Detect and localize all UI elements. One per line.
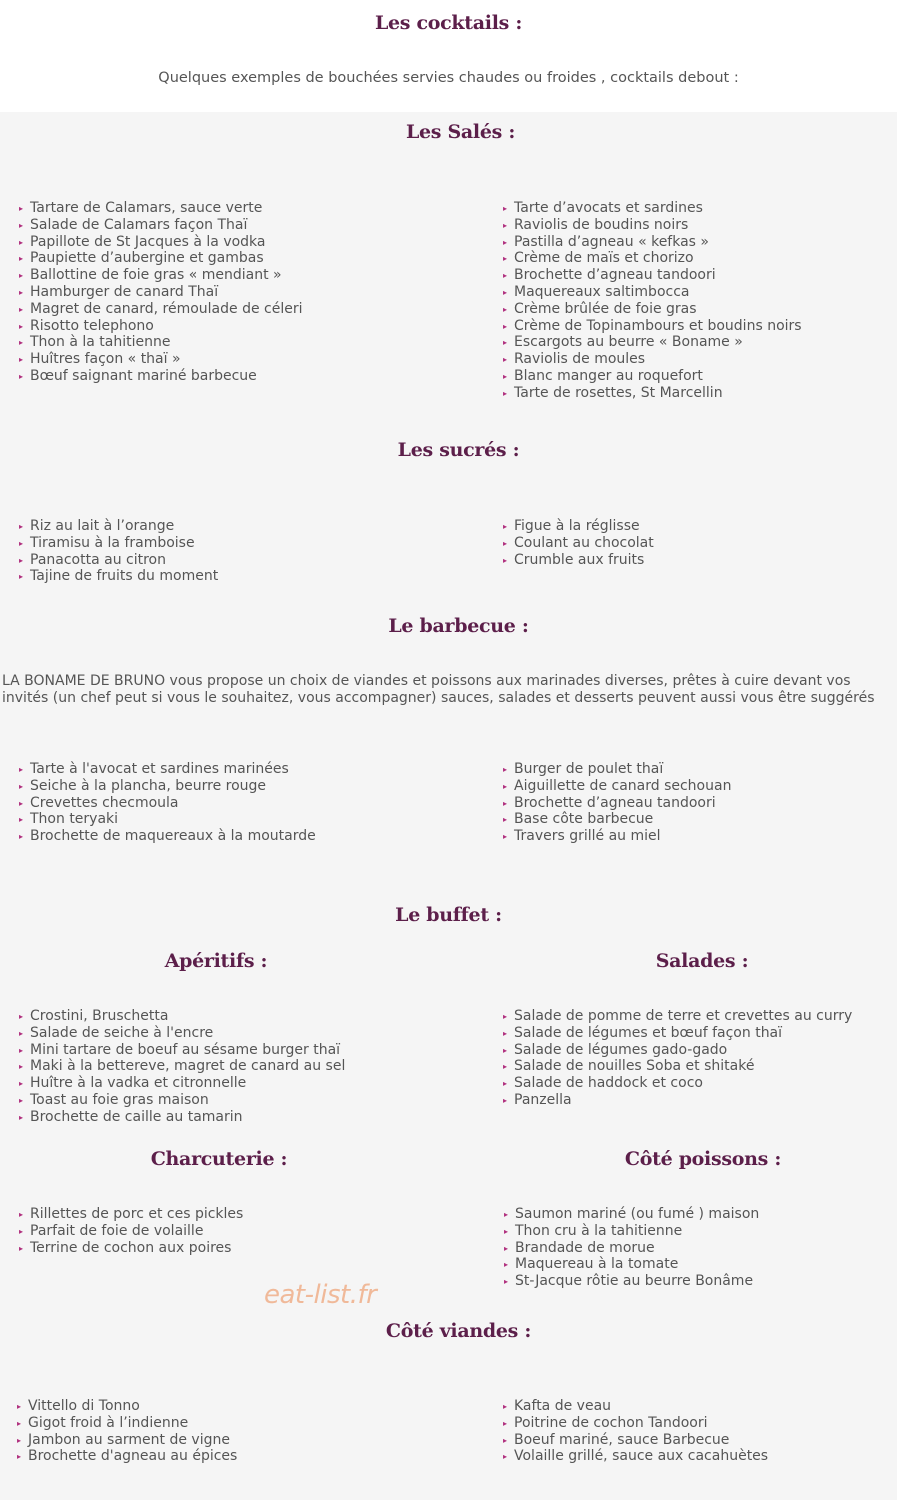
barbecue-right-list [503, 761, 731, 845]
list-item: ▸ Crème brûlée de foie gras [503, 301, 802, 318]
list-item: ▸ Crème de maïs et chorizo [503, 250, 802, 267]
list-item: ▸ Base côte barbecue [503, 811, 731, 828]
list-item: ▸ Salade de Calamars façon Thaï [19, 217, 303, 234]
list-item: ▸ Aiguillette de canard sechouan [503, 778, 731, 795]
viandes-right-list [503, 1398, 768, 1465]
list-item: ▸ Volaille grillé, sauce aux cacahuètes [503, 1448, 768, 1465]
list-item: ▸ Crumble aux fruits [503, 552, 654, 569]
charcuterie-heading: Charcuterie : [150, 1148, 288, 1170]
list-item: ▸ Raviolis de boudins noirs [503, 217, 802, 234]
list-item: ▸ Boeuf mariné, sauce Barbecue [503, 1432, 768, 1449]
list-item: ▸ Tarte à l'avocat et sardines marinées [19, 761, 316, 778]
charcuterie-list [19, 1206, 243, 1256]
list-item: ▸ Figue à la réglisse [503, 518, 654, 535]
sucres-heading: Les sucrés : [397, 439, 520, 461]
list-item: ▸ Brochette d’agneau tandoori [503, 267, 802, 284]
poissons-list [504, 1206, 759, 1290]
sucres-right-list [503, 518, 654, 568]
list-item: ▸ Tajine de fruits du moment [19, 568, 218, 585]
list-item: ▸ Brochette de maquereaux à la moutarde [19, 828, 316, 845]
viandes-heading: Côté viandes : [385, 1320, 532, 1342]
list-item: ▸ Tarte de rosettes, St Marcellin [503, 385, 802, 402]
barbecue-left-list [19, 761, 316, 845]
salades-heading: Salades : [655, 950, 749, 972]
list-item: ▸ Saumon mariné (ou fumé ) maison [504, 1206, 759, 1223]
list-item: ▸ Huîtres façon « thaï » [19, 351, 303, 368]
sucres-left-list [19, 518, 218, 585]
list-item: ▸ Thon à la tahitienne [19, 334, 303, 351]
aperitifs-list [19, 1008, 345, 1126]
list-item: ▸ Travers grillé au miel [503, 828, 731, 845]
list-item: ▸ Crème de Topinambours et boudins noirs [503, 318, 802, 335]
list-item: ▸ Salade de nouilles Soba et shitaké [503, 1058, 852, 1075]
list-item: ▸ Toast au foie gras maison [19, 1092, 345, 1109]
barbecue-description: LA BONAME DE BRUNO vous propose un choix de viandes et poissons aux marinades diverses, prêtes à cuire devant vos invités (un chef peut si vous le souhaitez, vous accompagner) sauces, salades et desserts peuvent aussi vous être suggérés [2, 673, 875, 706]
barbecue-heading: Le barbecue : [388, 615, 529, 637]
list-item: ▸ Salade de légumes et bœuf façon thaï [503, 1025, 852, 1042]
list-item: ▸ Rillettes de porc et ces pickles [19, 1206, 243, 1223]
list-item: ▸ Tiramisu à la framboise [19, 535, 218, 552]
watermark: eat-list.fr [264, 1280, 377, 1310]
sales-left-list [19, 200, 303, 385]
salades-list [503, 1008, 852, 1109]
list-item: ▸ Bœuf saignant mariné barbecue [19, 368, 303, 385]
buffet-heading: Le buffet : [395, 904, 502, 926]
list-item: ▸ Panacotta au citron [19, 552, 218, 569]
list-item: ▸ Ballottine de foie gras « mendiant » [19, 267, 303, 284]
sales-right-list [503, 200, 802, 402]
list-item: ▸ Salade de légumes gado-gado [503, 1042, 852, 1059]
list-item: ▸ Terrine de cochon aux poires [19, 1240, 243, 1257]
list-item: ▸ Crostini, Bruschetta [19, 1008, 345, 1025]
list-item: ▸ Riz au lait à l’orange [19, 518, 218, 535]
list-item: ▸ Tartare de Calamars, sauce verte [19, 200, 303, 217]
list-item: ▸ Coulant au chocolat [503, 535, 654, 552]
list-item: ▸ Vittello di Tonno [17, 1398, 237, 1415]
list-item: ▸ Maquereau à la tomate [504, 1256, 759, 1273]
list-item: ▸ Salade de haddock et coco [503, 1075, 852, 1092]
list-item: ▸ Salade de seiche à l'encre [19, 1025, 345, 1042]
list-item: ▸ Jambon au sarment de vigne [17, 1432, 237, 1449]
list-item: ▸ Poitrine de cochon Tandoori [503, 1415, 768, 1432]
list-item: ▸ Brandade de morue [504, 1240, 759, 1257]
list-item: ▸ Thon teryaki [19, 811, 316, 828]
list-item: ▸ Blanc manger au roquefort [503, 368, 802, 385]
poissons-heading: Côté poissons : [624, 1148, 782, 1170]
cocktails-heading: Les cocktails : [374, 12, 523, 34]
list-item: ▸ Escargots au beurre « Boname » [503, 334, 802, 351]
list-item: ▸ Panzella [503, 1092, 852, 1109]
aperitifs-heading: Apéritifs : [164, 950, 268, 972]
cocktails-intro: Quelques exemples de bouchées servies chaudes ou froides , cocktails debout : [158, 70, 739, 86]
list-item: ▸ Crevettes checmoula [19, 795, 316, 812]
viandes-left-list [17, 1398, 237, 1465]
list-item: ▸ Gigot froid à l’indienne [17, 1415, 237, 1432]
list-item: ▸ Salade de pomme de terre et crevettes au curry [503, 1008, 852, 1025]
list-item: ▸ Papillote de St Jacques à la vodka [19, 234, 303, 251]
list-item: ▸ Risotto telephono [19, 318, 303, 335]
list-item: ▸ Seiche à la plancha, beurre rouge [19, 778, 316, 795]
list-item: ▸ Hamburger de canard Thaï [19, 284, 303, 301]
list-item: ▸ Burger de poulet thaï [503, 761, 731, 778]
sales-heading: Les Salés : [405, 121, 516, 143]
list-item: ▸ Magret de canard, rémoulade de céleri [19, 301, 303, 318]
list-item: ▸ Tarte d’avocats et sardines [503, 200, 802, 217]
list-item: ▸ Mini tartare de boeuf au sésame burger thaï [19, 1042, 345, 1059]
list-item: ▸ Kafta de veau [503, 1398, 768, 1415]
list-item: ▸ Maki à la bettereve, magret de canard au sel [19, 1058, 345, 1075]
list-item: ▸ Brochette d’agneau tandoori [503, 795, 731, 812]
list-item: ▸ Thon cru à la tahitienne [504, 1223, 759, 1240]
list-item: ▸ Pastilla d’agneau « kefkas » [503, 234, 802, 251]
list-item: ▸ Brochette de caille au tamarin [19, 1109, 345, 1126]
list-item: ▸ Brochette d'agneau au épices [17, 1448, 237, 1465]
list-item: ▸ Raviolis de moules [503, 351, 802, 368]
list-item: ▸ Parfait de foie de volaille [19, 1223, 243, 1240]
list-item: ▸ Huître à la vadka et citronnelle [19, 1075, 345, 1092]
list-item: ▸ St-Jacque rôtie au beurre Bonâme [504, 1273, 759, 1290]
list-item: ▸ Maquereaux saltimbocca [503, 284, 802, 301]
list-item: ▸ Paupiette d’aubergine et gambas [19, 250, 303, 267]
